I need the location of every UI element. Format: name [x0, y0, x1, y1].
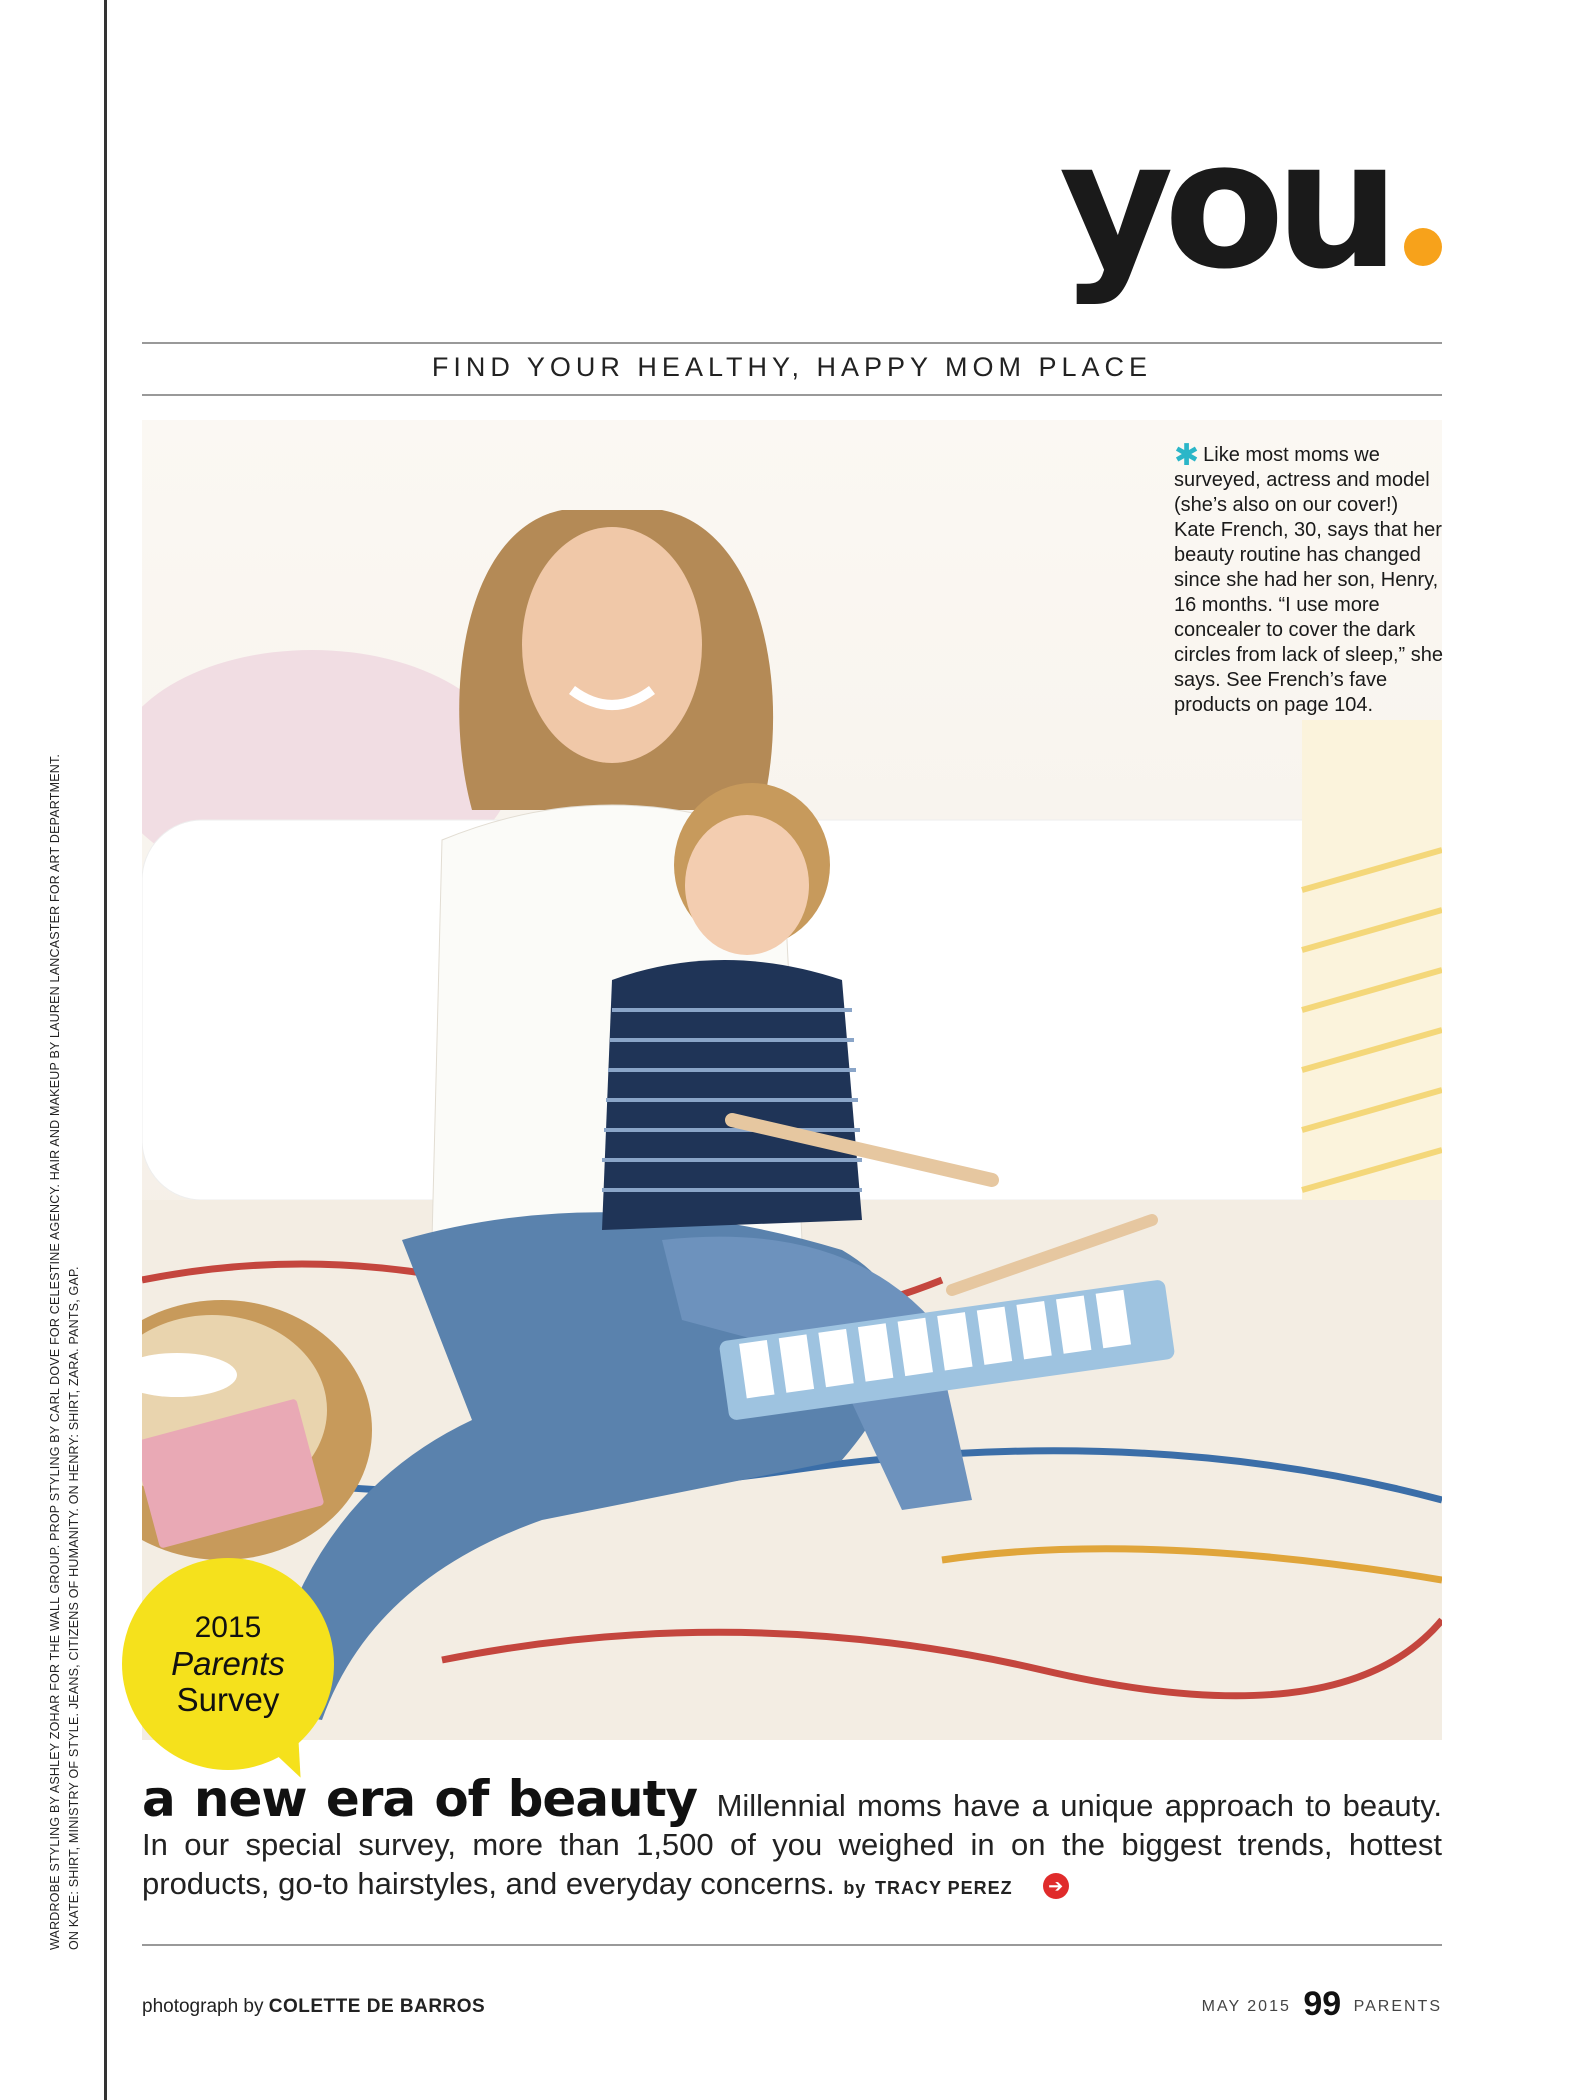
- article-deck: [142, 1770, 1443, 1908]
- issue-date: MAY 2015: [1201, 1998, 1291, 2015]
- badge-label: Survey: [176, 1681, 280, 1718]
- accent-dot: [1404, 228, 1442, 266]
- child-face: [685, 815, 809, 955]
- section-title: [1059, 103, 1442, 308]
- article-headline: a new era of beauty: [142, 1770, 698, 1828]
- mother-face: [522, 527, 702, 763]
- credits-line-1: WARDROBE STYLING BY ASHLEY ZOHAR FOR THE WALL GROUP. PROP STYLING BY CARL DOVE FOR CELESTINE AGENCY. HAIR AND MAKEUP BY LAUREN LANCASTER FOR ART DEPARTMENT.: [48, 753, 62, 1950]
- folio: [1202, 1985, 1442, 2024]
- top-rule: [142, 342, 1442, 344]
- tagline-rule: [142, 394, 1442, 396]
- asterisk-icon: ✱: [1174, 439, 1200, 472]
- article-dek: Millennial moms have a unique approach to beauty. In our special survey, more than 1,500 of you weighed in on the biggest trends, hottest products, go-to hairstyles, and everyday concerns.: [142, 1788, 1443, 1901]
- section-title-text: you: [1059, 103, 1390, 308]
- photo-credits: [46, 750, 84, 1950]
- byline-prefix: by: [843, 1878, 867, 1898]
- bottom-rule: [142, 1944, 1442, 1946]
- continue-arrow-icon[interactable]: ➔: [1043, 1873, 1069, 1899]
- page-number: 99: [1303, 1985, 1342, 2023]
- photo-credit-prefix: photograph by: [142, 1996, 264, 2017]
- caption-text: Like most moms we surveyed, actress and model (she’s also on our cover!) Kate French, 30, says that her beauty routine has changed since she had her son, Henry, 16 months. “I use more concealer to cover the dark circles from lack of sleep,” she says. See French’s fave products on page 104.: [1174, 444, 1443, 716]
- survey-badge: [122, 1558, 334, 1770]
- spine-rule: [104, 0, 107, 2100]
- photo-caption: [1174, 439, 1444, 718]
- badge-year: 2015: [194, 1611, 262, 1644]
- byline-author: TRACY PEREZ: [874, 1878, 1013, 1898]
- credits-line-2: ON KATE: SHIRT, MINISTRY OF STYLE. JEANS, CITIZENS OF HUMANITY. ON HENRY: SHIRT, ZARA. PANTS, GAP.: [67, 1266, 81, 1950]
- tagline: FIND YOUR HEALTHY, HAPPY MOM PLACE: [431, 352, 1153, 382]
- badge-name: Parents: [171, 1645, 285, 1682]
- photographer: COLETTE DE BARROS: [268, 1996, 486, 2017]
- photo-credit: [142, 1996, 485, 2018]
- magazine-name: PARENTS: [1353, 1998, 1442, 2015]
